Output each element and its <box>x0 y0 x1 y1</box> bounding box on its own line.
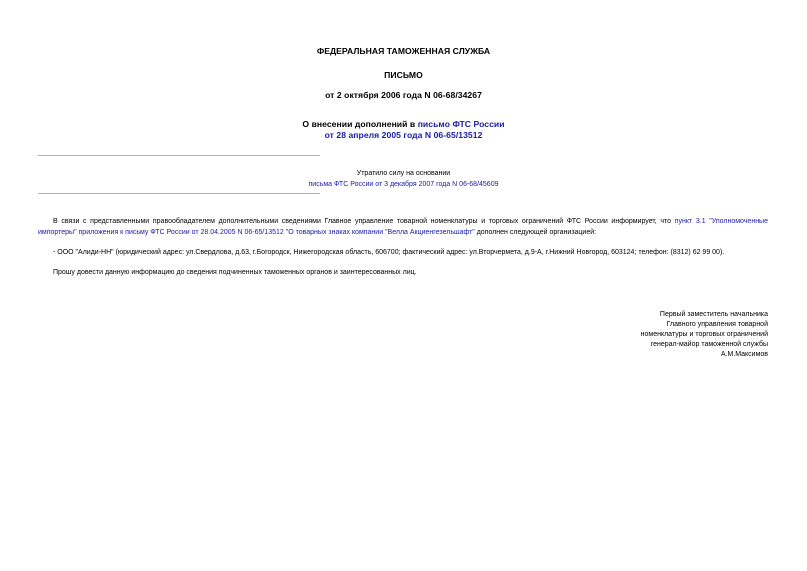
body-paragraph-1 <box>38 216 768 238</box>
subject-link-date[interactable]: от 28 апреля 2005 года N 06-65/13512 <box>324 130 483 140</box>
signature-line: номенклатуры и торговых ограничений <box>640 331 768 338</box>
p3-text: Прошу довести данную информацию до сведения подчиненных таможенных органов и заинтересованных лиц. <box>53 269 417 276</box>
signature-block <box>641 310 768 360</box>
doc-date-number: от 2 октября 2006 года N 06-68/34267 <box>325 90 482 100</box>
signature-line: Первый заместитель начальника <box>659 311 768 318</box>
body-paragraph-3 <box>38 267 768 278</box>
p1-link[interactable]: пункт 3.1 "Уполномоченные импортеры" приложения к письму ФТС России от 28.04.2005 N 06-65/13512 "О товарных знаках компании "Велла Акциенгезельшафт" <box>38 218 768 236</box>
subject-link-letter[interactable]: письмо ФТС России <box>417 119 505 129</box>
signature-line: Главного управления товарной <box>666 321 768 328</box>
org-title: ФЕДЕРАЛЬНАЯ ТАМОЖЕННАЯ СЛУЖБА <box>316 46 491 56</box>
p1-text-a: В связи с представленными правообладателем дополнительными сведениями Главное управление товарной номенклатуры и торговых ограничений ФТС России информирует, что <box>53 218 675 225</box>
doc-type: ПИСЬМО <box>384 70 423 80</box>
signature-line: генерал-майор таможенной службы <box>650 341 768 348</box>
status-note <box>0 168 807 190</box>
p1-text-b: дополнен следующей организацией: <box>474 229 597 236</box>
signature-name: А.М.Максимов <box>720 351 768 358</box>
body-paragraph-2 <box>38 247 768 258</box>
divider-bottom <box>38 193 320 194</box>
status-link[interactable]: письма ФТС России от 3 декабря 2007 года N 06-68/45609 <box>308 181 499 188</box>
doc-subject <box>0 119 807 141</box>
divider-top <box>38 155 320 156</box>
p2-text: - ООО "Алиди-НН" (юридический адрес: ул.Свердлова, д.63, г.Богородск, Нижегородская область, 606700; фактический адрес: ул.Вторчермета, д.9-А, г.Нижний Новгород, 603124; телефон: (8312) 62 99 00). <box>53 249 725 256</box>
subject-prefix: О внесении дополнений в <box>302 119 418 129</box>
status-text: Утратило силу на основании <box>356 170 451 177</box>
